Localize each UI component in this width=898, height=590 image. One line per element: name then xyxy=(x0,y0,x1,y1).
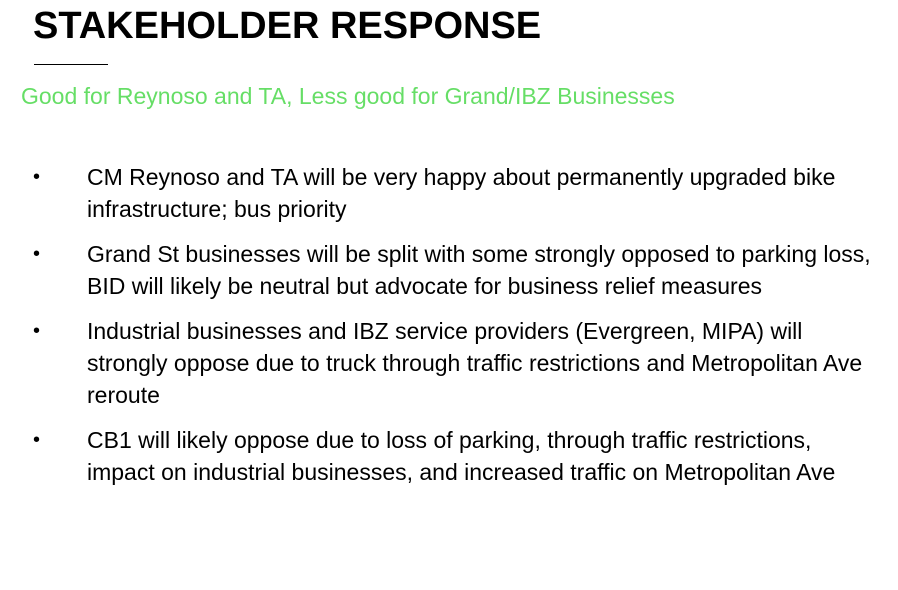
bullet-list xyxy=(0,161,898,501)
bullet-dot: • xyxy=(33,243,41,265)
bullet-item xyxy=(0,238,898,302)
bullet-dot: • xyxy=(33,429,41,451)
bullet-text: CM Reynoso and TA will be very happy about permanently upgraded bike infrastructure; bus priority xyxy=(87,164,836,222)
bullet-item xyxy=(0,161,898,225)
slide-title: STAKEHOLDER RESPONSE xyxy=(33,5,542,47)
title-underline xyxy=(34,64,108,65)
bullet-text: CB1 will likely oppose due to loss of parking, through traffic restrictions, impact on industrial businesses, and increased traffic on Metropolitan Ave xyxy=(87,427,836,485)
bullet-item xyxy=(0,315,898,411)
bullet-dot: • xyxy=(33,320,41,342)
bullet-text: Grand St businesses will be split with some strongly opposed to parking loss, BID will likely be neutral but advocate for business relief measures xyxy=(87,241,871,299)
bullet-item xyxy=(0,424,898,488)
bullet-text: Industrial businesses and IBZ service providers (Evergreen, MIPA) will strongly oppose due to truck through traffic restrictions and Metropolitan Ave reroute xyxy=(87,318,863,408)
bullet-dot: • xyxy=(33,166,41,188)
slide-subtitle: Good for Reynoso and TA, Less good for Grand/IBZ Businesses xyxy=(21,83,675,109)
